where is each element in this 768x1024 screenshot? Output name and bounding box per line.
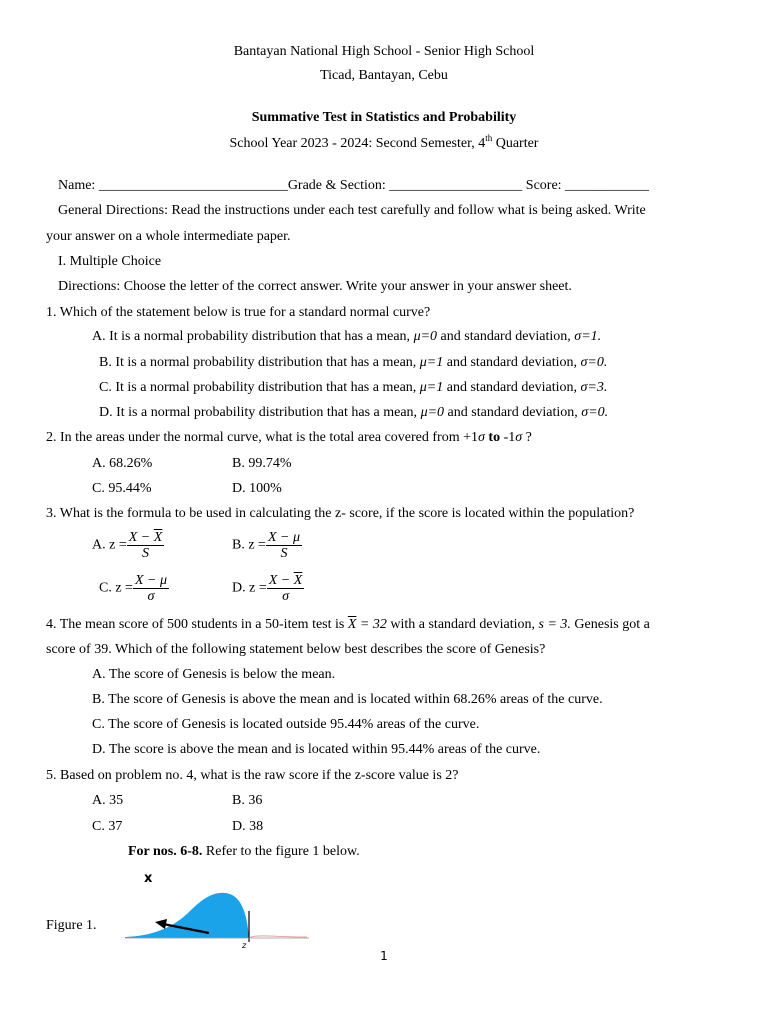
school-year: [0, 133, 768, 152]
q5-option-d: D. 38: [232, 819, 264, 834]
q3-option-b: [232, 530, 302, 561]
school-name: Bantayan National High School - Senior High School: [233, 44, 535, 59]
section-title: I. Multiple Choice: [58, 254, 162, 269]
q4-sd-value: s = 3.: [538, 617, 571, 632]
q1-a-sigma: σ=1.: [574, 329, 602, 344]
q4-option-b: B. The score of Genesis is above the mean and is located within 68.26% areas of the curve.: [92, 692, 603, 707]
q2-option-c: C. 95.44%: [92, 481, 152, 496]
q2-sigma2: σ: [515, 430, 523, 445]
q1-b-mu: μ=1: [419, 355, 444, 370]
q1-c-text: C. It is a normal probability distribution that has a mean,: [99, 380, 420, 395]
q1-d-text: D. It is a normal probability distribution that has a mean,: [99, 405, 421, 420]
q6-8-instruction: [128, 844, 360, 860]
figure-label: Figure 1.: [46, 918, 97, 933]
q5-option-b: B. 36: [232, 793, 263, 808]
q3-b-label: B. z =: [232, 537, 266, 553]
q4-text: 4. The mean score of 500 students in a 50-item test is: [46, 617, 348, 632]
q3-c-fraction: [133, 573, 169, 604]
q3-c-denominator: σ: [147, 589, 155, 604]
q4-mean-value: = 32: [356, 617, 387, 632]
q3-a-fraction: [127, 530, 165, 561]
q1-question: 1. Which of the statement below is true for a standard normal curve?: [46, 305, 431, 320]
q1-b-mid: and standard deviation,: [443, 355, 581, 370]
q4-mid: with a standard deviation,: [386, 617, 539, 632]
q4-option-d: D. The score is above the mean and is located within 95.44% areas of the curve.: [92, 742, 541, 757]
q2-minus1: -1: [503, 430, 516, 445]
q3-a-numerator: $X - \overline{X}$: [128, 530, 163, 545]
q6-8-bold: For nos. 6-8.: [128, 844, 203, 859]
q4-question-line1: [46, 617, 650, 633]
school-year-text: School Year 2023 - 2024: Second Semester, 4: [229, 136, 486, 151]
q1-d-mid: and standard deviation,: [444, 405, 582, 420]
q3-d-denominator: σ: [282, 589, 289, 604]
q1-c-mid: and standard deviation,: [443, 380, 581, 395]
q1-a-text: A. It is a normal probability distribution that has a mean,: [92, 329, 414, 344]
q5-option-c: C. 37: [92, 819, 123, 834]
q5-question: 5. Based on problem no. 4, what is the raw score if the z-score value is 2?: [46, 768, 459, 783]
normal-curve-figure: [125, 866, 315, 950]
q4-option-c: C. The score of Genesis is located outside 95.44% areas of the curve.: [92, 717, 480, 732]
q3-option-c: [99, 573, 169, 604]
q3-c-label: C. z =: [99, 580, 133, 596]
q4-xbar: $\overline{X}$: [347, 617, 357, 632]
school-address: Ticad, Bantayan, Cebu: [320, 68, 448, 83]
q1-c-mu: μ=1: [419, 380, 444, 395]
q3-d-fraction: [267, 573, 305, 604]
q4-end: Genesis got a: [570, 617, 650, 632]
q3-option-d: [232, 573, 304, 604]
school-year-quarter: Quarter: [492, 136, 539, 151]
q2-question: [46, 430, 532, 446]
q1-a-mid: and standard deviation,: [437, 329, 575, 344]
q1-option-d: [99, 405, 608, 421]
q3-d-numerator: $X - \overline{X}$: [268, 573, 303, 588]
q3-a-denominator: S: [142, 546, 150, 561]
general-directions-line1: General Directions: Read the instructions under each test carefully and follow what is being asked. Write: [58, 203, 646, 218]
q3-b-denominator: S: [280, 546, 288, 561]
q3-b-numerator: X − μ: [267, 530, 300, 545]
q2-option-a: A. 68.26%: [92, 456, 153, 471]
student-info-line: Name: ___________________________Grade & Section: ___________________ Score: ____________: [58, 178, 650, 193]
q1-option-a: [92, 329, 601, 345]
q2-option-b: B. 99.74%: [232, 456, 292, 471]
q2-text: 2. In the areas under the normal curve, what is the total area covered from +1: [46, 430, 478, 445]
q1-d-sigma: σ=0.: [581, 405, 609, 420]
q1-option-c: [99, 380, 607, 396]
q3-d-label: D. z =: [232, 580, 267, 596]
q1-b-sigma: σ=0.: [580, 355, 608, 370]
arrow-icon: [155, 919, 167, 929]
q4-option-a: A. The score of Genesis is below the mean.: [92, 667, 336, 682]
q2-option-d: D. 100%: [232, 481, 282, 496]
test-title: Summative Test in Statistics and Probability: [251, 110, 517, 125]
q4-question-line2: score of 39. Which of the following statement below best describes the score of Genesis?: [46, 642, 546, 657]
school-year-sup: th: [485, 133, 493, 143]
q3-c-numerator: X − μ: [134, 573, 167, 588]
q1-c-sigma: σ=3.: [580, 380, 608, 395]
q5-option-a: A. 35: [92, 793, 124, 808]
q3-question: 3. What is the formula to be used in calculating the z- score, if the score is located within the population?: [46, 506, 635, 521]
figure-1: [125, 866, 315, 950]
general-directions-line2: your answer on a whole intermediate paper.: [46, 229, 291, 244]
q3-a-label: A. z =: [92, 537, 127, 553]
q1-option-b: [99, 355, 607, 371]
q2-end: ?: [522, 430, 532, 445]
section-directions: Directions: Choose the letter of the correct answer. Write your answer in your answer sheet.: [58, 279, 572, 294]
shaded-area: [125, 893, 249, 938]
q1-d-mu: μ=0: [420, 405, 445, 420]
q2-sigma1: σ: [478, 430, 485, 445]
q3-b-fraction: [266, 530, 302, 561]
figure-x-label: x: [144, 871, 153, 886]
q1-b-text: B. It is a normal probability distribution that has a mean,: [99, 355, 420, 370]
q6-8-rest: Refer to the figure 1 below.: [202, 844, 360, 859]
q2-to: to: [484, 430, 504, 445]
q1-a-mu: μ=0: [413, 329, 438, 344]
figure-z-label: z: [242, 941, 247, 950]
page-number: 1: [380, 949, 388, 963]
q3-option-a: [92, 530, 164, 561]
